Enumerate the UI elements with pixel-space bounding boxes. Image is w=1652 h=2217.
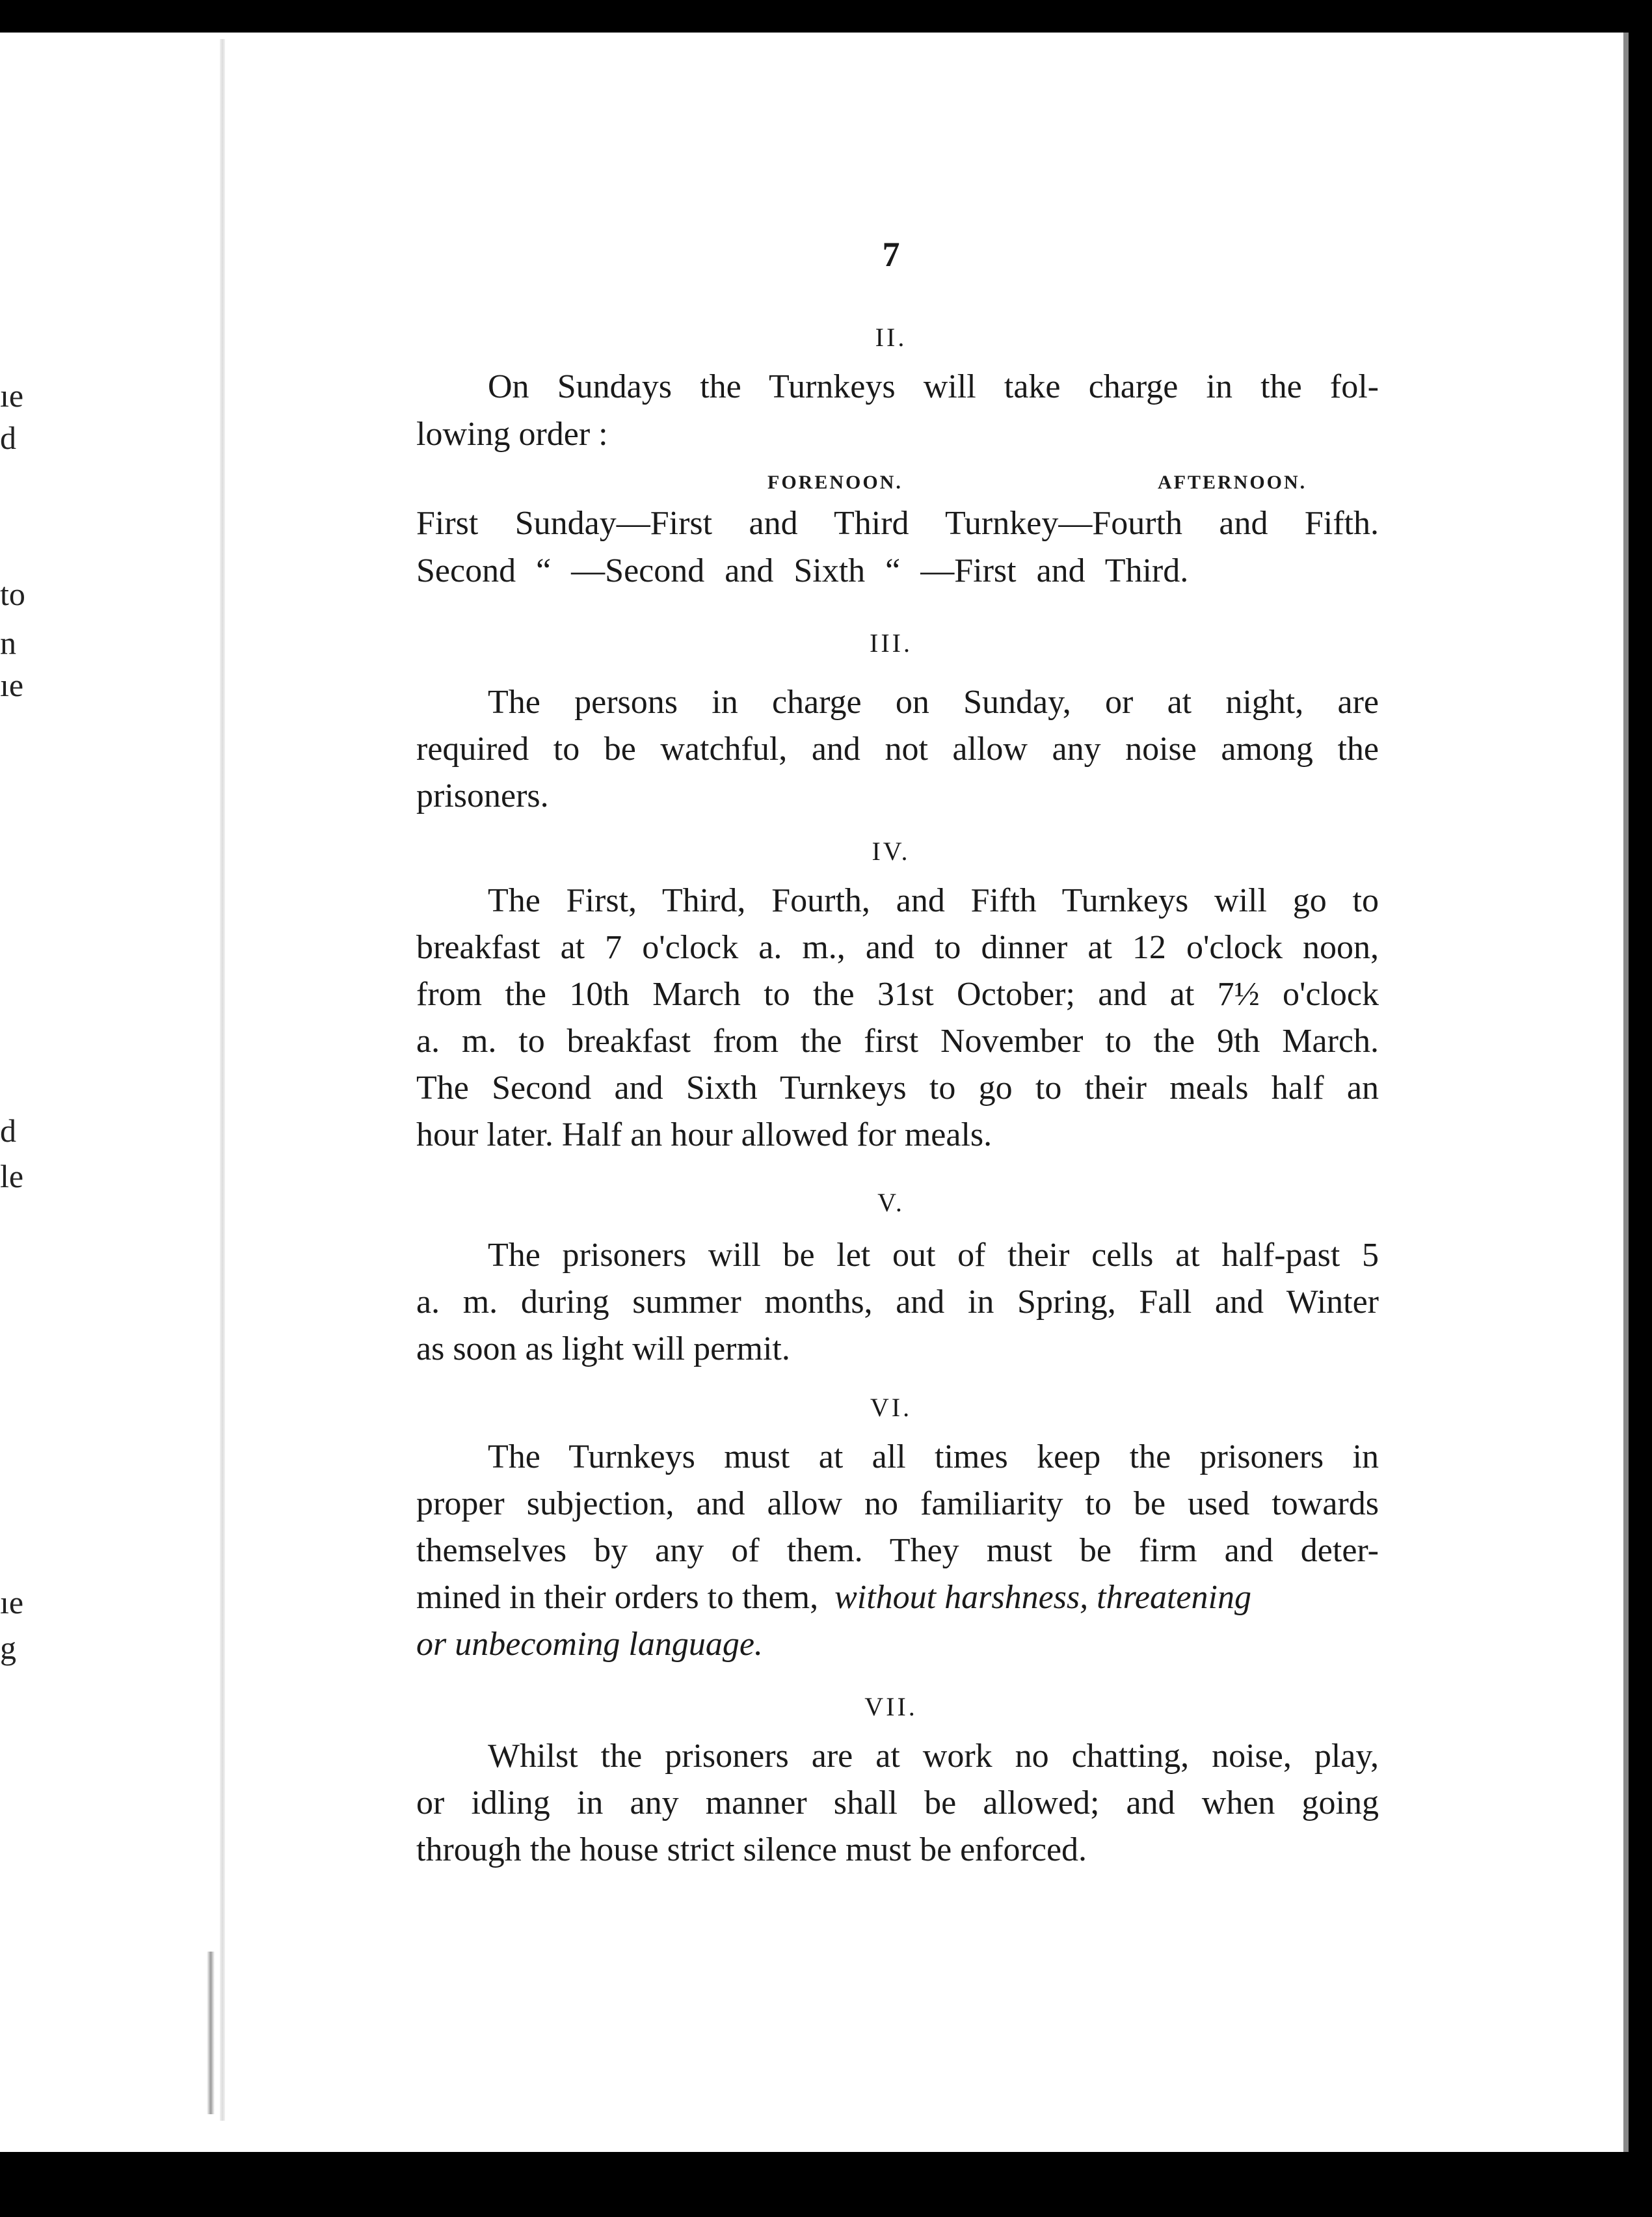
text-line: The prisoners will be let out of their cells at half-past 5: [488, 1237, 1379, 1274]
gutter-shadow: [207, 1952, 215, 2114]
text-line: from the 10th March to the 31st October; and at 7½ o'clock: [416, 976, 1379, 1013]
left-fragment: le: [0, 1158, 24, 1194]
text-line: a. m. during summer months, and in Spring, Fall and Winter: [416, 1283, 1379, 1321]
left-fragment: ıe: [0, 377, 24, 414]
text-line: prisoners.: [416, 777, 549, 814]
section-heading: VII.: [864, 1692, 918, 1721]
text-line: breakfast at 7 o'clock a. m., and to dinner at 12 o'clock noon,: [416, 929, 1379, 966]
scan-border-right: [1626, 0, 1652, 2217]
scan-border-bottom: [0, 2152, 1652, 2217]
left-fragment: ıe: [0, 1584, 24, 1620]
text-line: The persons in charge on Sunday, or at night, are: [488, 684, 1379, 721]
text-line: hour later. Half an hour allowed for meals.: [416, 1116, 993, 1153]
section-heading: VI.: [870, 1393, 913, 1422]
text-line: The Second and Sixth Turnkeys to go to their meals half an: [416, 1069, 1379, 1107]
column-header-forenoon: FORENOON.: [767, 472, 903, 493]
text-line: Whilst the prisoners are at work no chatting, noise, play,: [488, 1738, 1379, 1775]
italic-text-line: or unbecoming language.: [416, 1626, 763, 1663]
text-segment: mined in their orders to them,: [416, 1579, 819, 1616]
section-heading: II.: [875, 323, 907, 352]
schedule-row: [416, 552, 1353, 591]
left-fragment: n: [0, 625, 16, 661]
scan-border-top: [0, 0, 1652, 33]
left-fragment: d: [0, 420, 16, 456]
text-line: proper subjection, and allow no familiarity to be used towards: [416, 1485, 1379, 1522]
text-line: [416, 1578, 1379, 1617]
left-fragment: d: [0, 1112, 16, 1149]
left-fragment: to: [0, 576, 25, 612]
text-line: or idling in any manner shall be allowed; and when going: [416, 1784, 1379, 1821]
schedule-row-text: Second “ —Second and Sixth “ —First and Third.: [416, 552, 1189, 589]
text-line: themselves by any of them. They must be firm and deter-: [416, 1532, 1379, 1569]
page-edge-shadow: [1623, 33, 1629, 2152]
section-heading: V.: [877, 1188, 905, 1217]
text-line: as soon as light will permit.: [416, 1330, 790, 1367]
text-line: required to be watchful, and not allow any noise among the: [416, 731, 1379, 768]
text-line: through the house strict silence must be enforced.: [416, 1831, 1087, 1868]
text-line: a. m. to breakfast from the first November to the 9th March.: [416, 1023, 1379, 1060]
page-gutter: [220, 39, 225, 2121]
left-fragment: g: [0, 1630, 16, 1666]
left-fragment: ıe: [0, 667, 24, 703]
text-line: On Sundays the Turnkeys will take charge in the fol-: [488, 368, 1379, 405]
column-header-afternoon: AFTERNOON.: [1158, 472, 1307, 493]
text-line: The First, Third, Fourth, and Fifth Turnkeys will go to: [488, 882, 1379, 919]
section-heading: III.: [870, 628, 913, 658]
schedule-row: First Sunday—First and Third Turnkey—Fourth and Fifth.: [416, 505, 1379, 542]
text-line: The Turnkeys must at all times keep the prisoners in: [488, 1438, 1379, 1475]
section-heading: IV.: [872, 837, 911, 866]
page-number: 7: [882, 235, 900, 274]
text-line: lowing order :: [416, 416, 608, 453]
italic-text-segment: without harshness, threatening: [834, 1579, 1251, 1616]
